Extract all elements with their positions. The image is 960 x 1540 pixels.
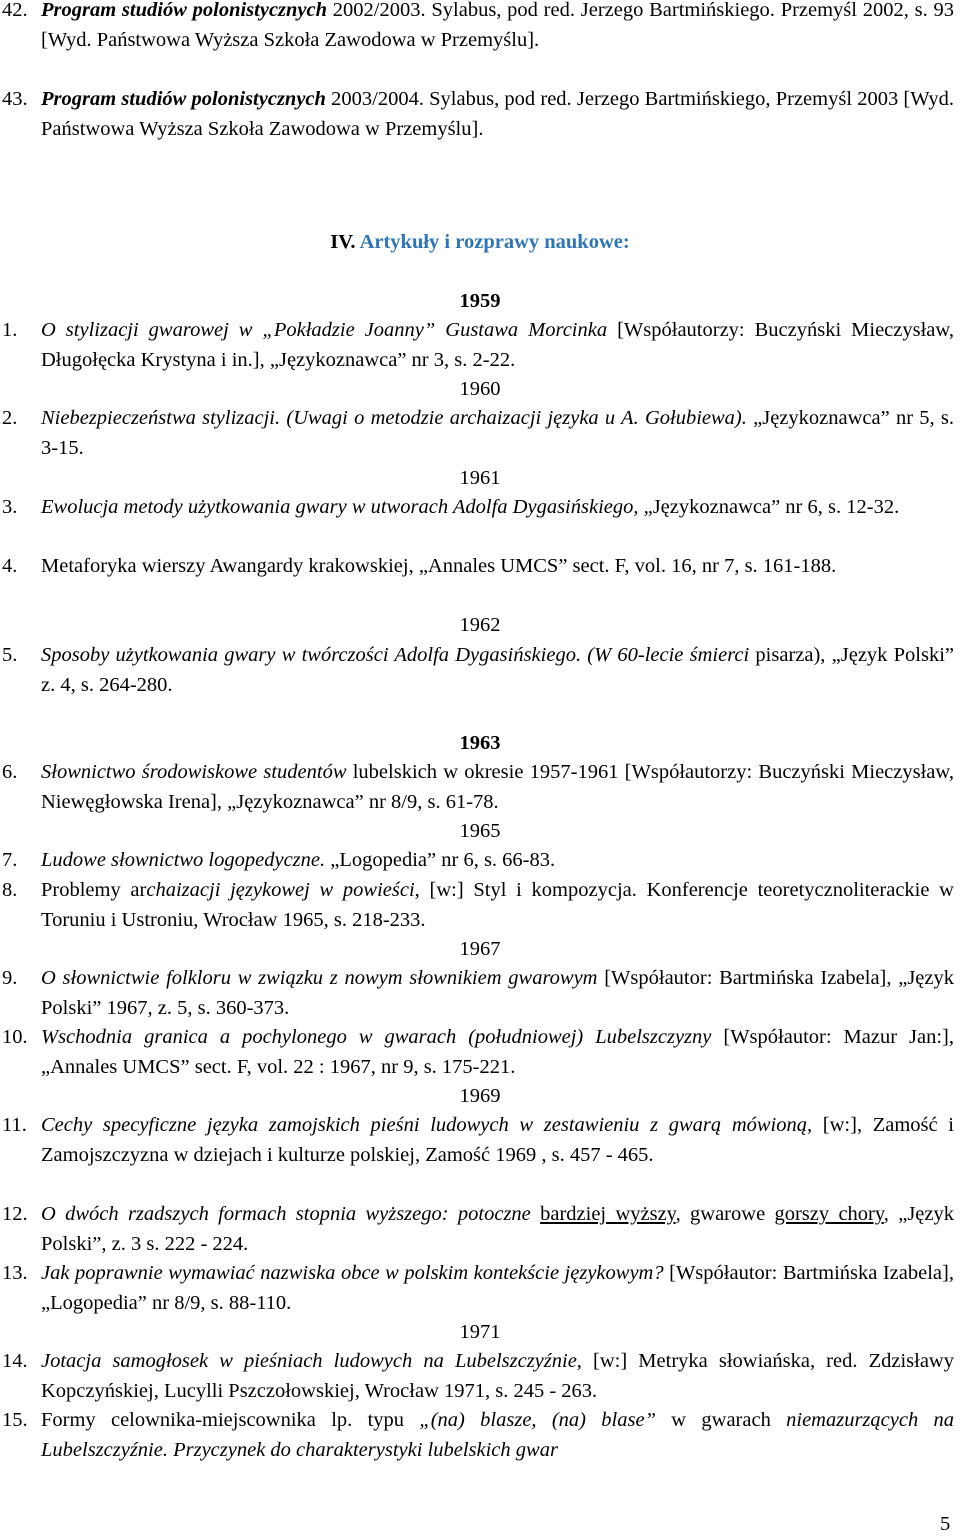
entry-details: [w:], Zamość i Zamojszczyzna w dziejach i kulturze polskiej, Zamość 1969 , s. 457 - 465.: [41, 1114, 954, 1166]
entry-details: [Współautor: Mazur Jan:], „Annales UMCS” sect. F, vol. 22 : 1967, nr 9, s. 175-221.: [41, 1026, 954, 1078]
year-heading: 1971: [459, 1321, 501, 1343]
year-heading: 1965: [459, 820, 501, 842]
entry-number: 6.: [2, 761, 18, 783]
entry-number: 5.: [2, 644, 18, 666]
bib-entry-12: [2, 1200, 954, 1259]
entry-prefix: Formy celownika-miejscownika lp. typu: [41, 1409, 420, 1431]
entry-number: 11.: [2, 1114, 27, 1136]
entry-title: O słownictwie folkloru w związku z nowym słownikiem gwarowym: [41, 967, 598, 989]
entry-title: Ewolucja metody użytkowania gwary w utworach Adolfa Dygasińskiego,: [41, 496, 639, 518]
bib-entry-1: [2, 316, 954, 375]
entry-title: Program studiów polonistycznych: [41, 0, 328, 21]
entry-title: Jotacja samogłosek w pieśniach ludowych na Lubelszczyźnie: [41, 1350, 577, 1372]
entry-number: 10.: [2, 1026, 28, 1048]
section-number: IV.: [330, 231, 356, 253]
entry-title: „(na) blasze, (na) blase”: [419, 1409, 656, 1431]
bib-entry-7: [2, 846, 954, 876]
bib-entry-13: [2, 1259, 954, 1318]
entry-details: 2003/2004. Sylabus, pod red. Jerzego Bartmińskiego, Przemyśl 2003 [Wyd. Państwowa Wyższa Szkoła Zawodowa w Przemyślu].: [41, 88, 954, 140]
entry-details: pisarza), „Język Polski” z. 4, s. 264-280.: [41, 644, 954, 696]
entry-title: chaizacji językowej w powieści: [146, 879, 415, 901]
page-number: 5: [940, 1513, 951, 1535]
bib-entry-11: [2, 1111, 954, 1170]
entry-title: Sposoby użytkowania gwary w twórczości Adolfa Dygasińskiego. (W 60-lecie śmierci: [41, 644, 750, 666]
bib-entry-42: [2, 0, 954, 55]
entry-details: „Językoznawca” nr 6, s. 12-32.: [638, 496, 900, 518]
entry-title: Słownictwo środowiskowe studentów: [41, 761, 347, 783]
entry-title: Wschodnia granica a pochylonego w gwarach (południowej) Lubelszczyzny: [41, 1026, 712, 1048]
year-heading: 1960: [459, 378, 501, 400]
entry-middle: w gwarach: [655, 1409, 787, 1431]
entry-number: 1.: [2, 319, 18, 341]
entry-number: 8.: [2, 879, 18, 901]
entry-number: 42.: [2, 0, 28, 21]
bib-entry-2: [2, 404, 954, 463]
bib-entry-15: [2, 1406, 954, 1465]
bib-entry-14: [2, 1347, 954, 1406]
entry-number: 15.: [2, 1409, 28, 1431]
entry-number: 3.: [2, 496, 18, 518]
entry-title: O stylizacji gwarowej w „Pokładzie Joanny” Gustawa Morcinka: [41, 319, 608, 341]
entry-details: , „Język Polski”, z. 3 s. 222 - 224.: [41, 1203, 955, 1255]
year-heading: 1959: [459, 290, 501, 312]
bib-entry-43: [2, 85, 954, 144]
entry-middle: , gwarowe: [675, 1203, 775, 1225]
entry-title: Cechy specyficzne języka zamojskich pieśni ludowych w zestawieniu z gwarą mówioną,: [41, 1114, 813, 1136]
year-heading: 1967: [459, 938, 501, 960]
entry-details: „Logopedia” nr 6, s. 66-83.: [325, 849, 556, 871]
entry-number: 7.: [2, 849, 18, 871]
bib-entry-9: [2, 964, 954, 1023]
entry-number: 12.: [2, 1203, 28, 1225]
section-heading: [0, 228, 960, 258]
entry-number: 4.: [2, 555, 18, 577]
bib-entry-8: [2, 876, 954, 935]
bib-entry-6: [2, 758, 954, 817]
entry-details: „Językoznawca” nr 5, s. 3-15.: [41, 407, 954, 459]
year-heading: 1963: [459, 732, 501, 754]
entry-number: 2.: [2, 407, 18, 429]
entry-number: 14.: [2, 1350, 28, 1372]
entry-details: [Współautor: Bartmińska Izabela], „Logopedia” nr 8/9, s. 88-110.: [41, 1262, 954, 1314]
year-heading: 1969: [459, 1085, 501, 1107]
entry-details: niemazurzących na Lubelszczyźnie. Przyczynek do charakterystyki lubelskich gwar: [41, 1409, 955, 1461]
entry-details: Metaforyka wierszy Awangardy krakowskiej, „Annales UMCS” sect. F, vol. 16, nr 7, s. 161-188.: [41, 555, 837, 577]
underlined-phrase: bardziej wyższy: [540, 1203, 676, 1225]
entry-details: , [w:] Metryka słowiańska, red. Zdzisławy Kopczyńskiej, Lucylli Pszczołowskiej, Wrocław 1971, s. 245 - 263.: [41, 1350, 954, 1402]
bib-entry-5: [2, 641, 954, 700]
entry-prefix: Problemy ar: [41, 879, 147, 901]
entry-details: [Współautor: Bartmińska Izabela], „Język Polski” 1967, z. 5, s. 360-373.: [41, 967, 954, 1019]
entry-title: Ludowe słownictwo logopedyczne.: [41, 849, 326, 871]
entry-number: 13.: [2, 1262, 28, 1284]
bib-entry-4: [2, 552, 954, 582]
section-title: Artykuły i rozprawy naukowe:: [359, 231, 630, 253]
entry-title: Jak poprawnie wymawiać nazwiska obce w polskim kontekście językowym?: [41, 1262, 664, 1284]
year-heading: 1961: [459, 467, 501, 489]
entry-number: 43.: [2, 88, 28, 110]
underlined-phrase: gorszy chory: [774, 1203, 884, 1225]
entry-details: 2002/2003. Sylabus, pod red. Jerzego Bartmińskiego. Przemyśl 2002, s. 93 [Wyd. Państwowa Wyższa Szkoła Zawodowa w Przemyślu].: [41, 0, 954, 51]
entry-title: Niebezpieczeństwa stylizacji. (Uwagi o metodzie archaizacji języka u A. Gołubiewa).: [41, 407, 747, 429]
entry-details: [Współautorzy: Buczyński Mieczysław, Długołęcka Krystyna i in.], „Językoznawca” nr 3, s. 2-22.: [41, 319, 954, 371]
entry-details: , [w:] Styl i kompozycja. Konferencje teoretycznoliterackie w Toruniu i Ustroniu, Wrocław 1965, s. 218-233.: [41, 879, 954, 931]
entry-title: Program studiów polonistycznych: [41, 88, 326, 110]
entry-details: lubelskich w okresie 1957-1961 [Współautorzy: Buczyński Mieczysław, Niewęgłowska Irena], „Językoznawca” nr 8/9, s. 61-78.: [41, 761, 954, 813]
bib-entry-3: [2, 493, 954, 523]
entry-number: 9.: [2, 967, 18, 989]
year-heading: 1962: [459, 614, 501, 636]
entry-title: O dwóch rzadszych formach stopnia wyższego: potoczne: [41, 1203, 531, 1225]
bib-entry-10: [2, 1023, 954, 1082]
